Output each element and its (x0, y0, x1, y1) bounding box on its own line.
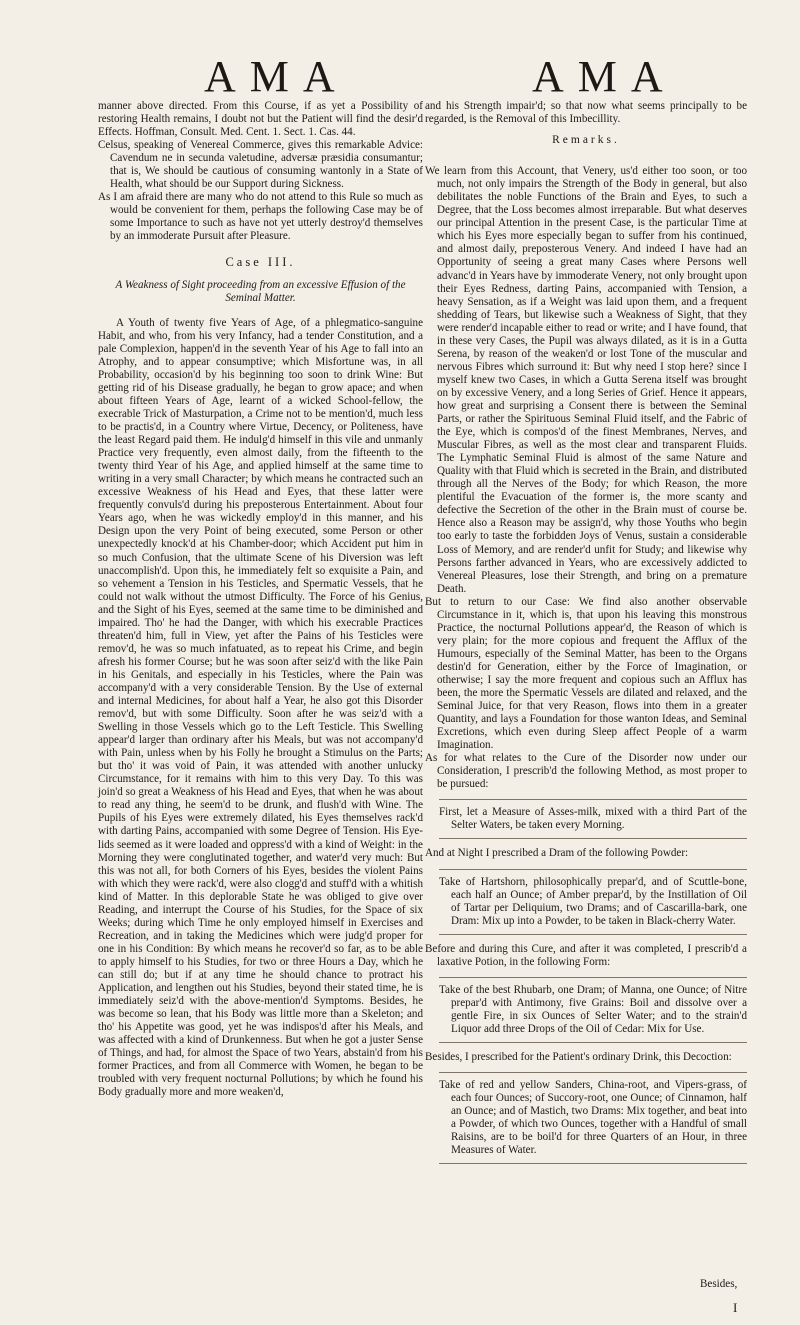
prescription-laxative: Take of the best Rhubarb, one Dram; of Manna, one Ounce; of Nitre prepar'd with Antimony, five Grains: Boil and dissolve over a gentle Fire, in six Ounces of Selter Water; and to the strain'd Liquor add three Drops of the Oil of Cedar: Mix for Use. (439, 983, 747, 1035)
running-head-right: AMA (532, 52, 677, 101)
prescription-asses-milk: First, let a Measure of Asses-milk, mixed with a third Part of the Selter Waters, be taken every Morning. (439, 806, 747, 832)
signature-mark: I (733, 1300, 738, 1315)
prescription-block (439, 869, 747, 935)
paragraph-rule: As I am afraid there are many who do not attend to this Rule so much as would be convenient for them, perhaps the following Case may be of some Importance to such as have not yet utterly destroy'd themselves by an immoderate Pursuit after Pleasure. (98, 191, 423, 243)
remarks-paragraph-3: As for what relates to the Cure of the Disorder now under our Consideration, I prescrib'd the following Method, as most proper to be pursued: (425, 752, 747, 791)
case-body: A Youth of twenty five Years of Age, of a phlegmatico-sanguine Habit, and who, from his very Infancy, had a tender Constitution, and a pale Complexion, happen'd in the seventh Year of his Age to fall into an Atrophy, and to appear consumptive; which Misfortune was, in all Probability, occasion'd by his beginning too soon to drink Wine: But getting rid of his Disease gradually, he began to grow apace; and when about fifteen Years of Age, learnt of a wicked School-fellow, the execrable Trick of Masturpation, a Crime not to be mention'd, much less to be practis'd, in a Country where Virtue, Decency, or Politeness, have the least Regard paid them. He indulg'd himself in this vile and unmanly Practice very frequently, even almost daily, from the fifteenth to the twenty third Year of his Age, and applied himself at the same time to writing in a very small Character; by which means he contracted such an excessive Weakness of his Head and Eyes, that these latter were frequently convuls'd during his preposterous Entertainment. About four Years ago, when he was wickedly employ'd in this manner, and his Design upon the very Point of being executed, some Person or other unexpectedly knock'd at his Chamber-door; which Accident put him in so much Confusion, that the ultimate Scene of his Diversion was left unaccomplish'd. Upon this, he immediately felt so exquisite a Pain, and so vehement a Tension in his Testicles, and Spermatic Vessels, that he could not walk without the utmost Difficulty. The Force of his Genius, and the Sight of his Eyes, seemed at the same time to be diminished and impaired. Tho' he had the Danger, with which his execrable Practices threaten'd him, full in View, yet after the Pains of his Testicles were remov'd, he was so much infatuated, as to repeat his Crime, and begin afresh his former Course; but he was soon after seiz'd with the like Pain in his Genitals, and especially in his Testicles, where the Pain was accompany'd with a very considerable Tension. By the Use of external and internal Medicines, for about half a Year, he also got this Disorder remov'd, but with some Difficulty. Soon after he was seiz'd with a Swelling in those Vessels which go to the Left Testicle. This Swelling appear'd larger than ordinary after his Meals, but was not accompany'd with Pain, unless when by his Folly he brought a Stimulus on the Parts; but tho' it was void of Pain, it was attended with another unlucky Circumstance, for it remains with him to this very Day. To this was join'd so great a Weakness of his Head and Eyes, that when he was about to read any thing, he seem'd to be drunk, and flush'd with Wine. The Pupils of his Eyes were extremely dilated, his Eyes themselves rack'd with darting Pains, accompanied with some Degree of Tension. His Eye-lids seemed as it were loaded and oppress'd with a kind of Weight: in the Morning they were conglutinated together, and water'd very much: But this was not all, for both Corners of his Eyes, besides the violent Pains with which they were rack'd, were also clogg'd and stuff'd with a whitish kind of Matter. In this deplorable State he was obliged to give over Reading, and interrupt the Course of his Studies, for the Space of six Weeks; during which Time he only employed himself in Exercises and Recreation, and in taking the Medicines which were judg'd proper for one in his Condition: By which means he recover'd so far, as to be able to apply himself to his Studies, for two or three Hours a Day, which he can still do; but if at any time he should chance to protract his Application, and lengthen out his Studies, beyond their stated time, he is immediately seiz'd with the above-mention'd Symptoms. Besides, he was become so lean, that his Body was little more than a Skeleton; and tho' his Appetite was good, yet he was indispos'd after his Meals, and was affected with a kind of Drunkenness. But when he got a juster Sense of Things, and had, for almost the Space of two Years, abstain'd from his former Practices, and from all Commerce with Women, he began to be troubled with very frequent nocturnal Pollutions; by which he found his Body gradually more and more weaken'd, (98, 316, 423, 1099)
prescription-block (439, 977, 747, 1043)
right-column (425, 100, 747, 1172)
remarks-paragraph-2: But to return to our Case: We find also another observable Circumstance in it, which is, that upon his leaving this monstrous Practice, the nocturnal Pollutions appear'd, the Reason of which is very plain; for the more copious and frequent the Afflux of the Humours, especially of the Seminal Matter, has been to the Organs destin'd for Generation, either by the Force of Imagination, or otherwise; I say the more frequent and copious such an Afflux has been, the more the Spermatic Vessels are dilated and relaxed, and the Seminal Juice, for that very Reason, flows into them in a greater Quantity, and lays a Foundation for those wanton Ideas, and Seminal Excretions, which even during Sleep affect People of a warm Imagination. (425, 595, 747, 752)
laxative-intro: Before and during this Cure, and after it was completed, I prescrib'd a laxative Potion, in the following Form: (425, 942, 747, 968)
remarks-heading: Remarks. (552, 134, 620, 147)
case-heading: Case III. (225, 254, 296, 269)
paragraph-celsus: Celsus, speaking of Venereal Commerce, gives this remarkable Advice: Cavendum ne in secunda valetudine, adversæ præsidia consumantur; that is, We should be cautious of consuming wantonly in a State of Health, what should be our Support during Sickness. (98, 139, 423, 191)
running-head-left: AMA (204, 52, 349, 101)
paragraph-continued-right: and his Strength impair'd; so that now what seems principally to be regarded, is the Removal of this Imbecillity. (425, 100, 747, 126)
prescription-block (439, 799, 747, 839)
remarks-paragraph-1: We learn from this Account, that Venery, us'd either too soon, or too much, not only impairs the Strength of the Body in general, but also debilitates the noble Functions of the Brain and Eyes, to such a Degree, that the Loss becomes almost irreparable. But what deserves our principal Attention in the present Case, is the particular Time at which his Eyes more especially began to suffer from his continued, and almost daily, preposterous Venery. And indeed I have had an Opportunity of seeing a great many Cases where Persons well advanc'd in Years have by immoderate Venery, not only brought upon their Eyes Redness, darting Pains, accompanied with Tension, a heavy Sensation, as if a Weight was laid upon them, and a frequent shedding of Tears, but likewise such a Weakness of Sight, that they were render'd incapable either to read or write; and I have found, that in these very Cases, the Pupil was always dilated, as it is in a Gutta Serena, by reason of the weaken'd or lost Tone of the muscular and nervous Fibres which surround it: But why need I stop here? since I myself knew two Cases, in which a Gutta Serena itself was brought on by excessive Venery, and a long Series of Grief. Hence it appears, how great and surprising a Consent there is between the Seminal Parts, or rather the Spirituous Seminal Fluid itself, and the Fabric of the Eye, which is compos'd of the finest Membranes, Nerves, and Muscular Fibres, as well as the most clear and transparent Fluids. The Lymphatic Seminal Fluid is almost of the same Nature and Quality with that Fluid which is secreted in the Brain, and distributed through all the Nerves of the Body; for which Reason, the more plentiful the Evacuation of the former is, the more scanty and defective the Secretion of the other in the Brain must of course be. Hence also a Reason may be assign'd, why those Youths who begin too early to taste the forbidden Joys of Venus, sustain a considerable Loss of Memory, and are render'd unfit for Study; and likewise why Persons farther advanced in Years, who are excessively addicted to Venereal Pleasures, lose their Strength, and bring on a premature Death. (425, 165, 747, 595)
prescription-block (439, 1072, 747, 1164)
left-column (98, 100, 423, 1099)
prescription-powder: Take of Hartshorn, philosophically prepar'd, and of Scuttle-bone, each half an Ounce; of Amber prepar'd, by the Instillation of Oil of Tartar per Deliquium, two Drams; and of Cascarilla-bark, one Dram: Mix up into a Powder, to be taken in Black-cherry Water. (439, 875, 747, 927)
prescription-decoction: Take of red and yellow Sanders, China-root, and Vipers-grass, of each four Ounces; of Succory-root, one Ounce; of Cinnamon, half an Ounce; and of Mastich, two Drams: Mix together, and beat into a Powder, of which two Ounces, together with a Handful of small Raisins, are to be boil'd for three Quarters of an Hour, in three Measures of Water. (439, 1079, 747, 1157)
paragraph-continued: manner above directed. From this Course, if as yet a Possibility of restoring Health remains, I doubt not but the Patient will find the desir'd Effects. Hoffman, Consult. Med. Cent. 1. Sect. 1. Cas. 44. (98, 100, 423, 139)
catchword: Besides, (700, 1278, 738, 1290)
case-subtitle: A Weakness of Sight proceeding from an excessive Effusion of the Seminal Matter. (115, 278, 406, 304)
decoction-intro: Besides, I prescribed for the Patient's ordinary Drink, this Decoction: (425, 1051, 732, 1063)
powder-intro: And at Night I prescribed a Dram of the following Powder: (425, 847, 689, 860)
